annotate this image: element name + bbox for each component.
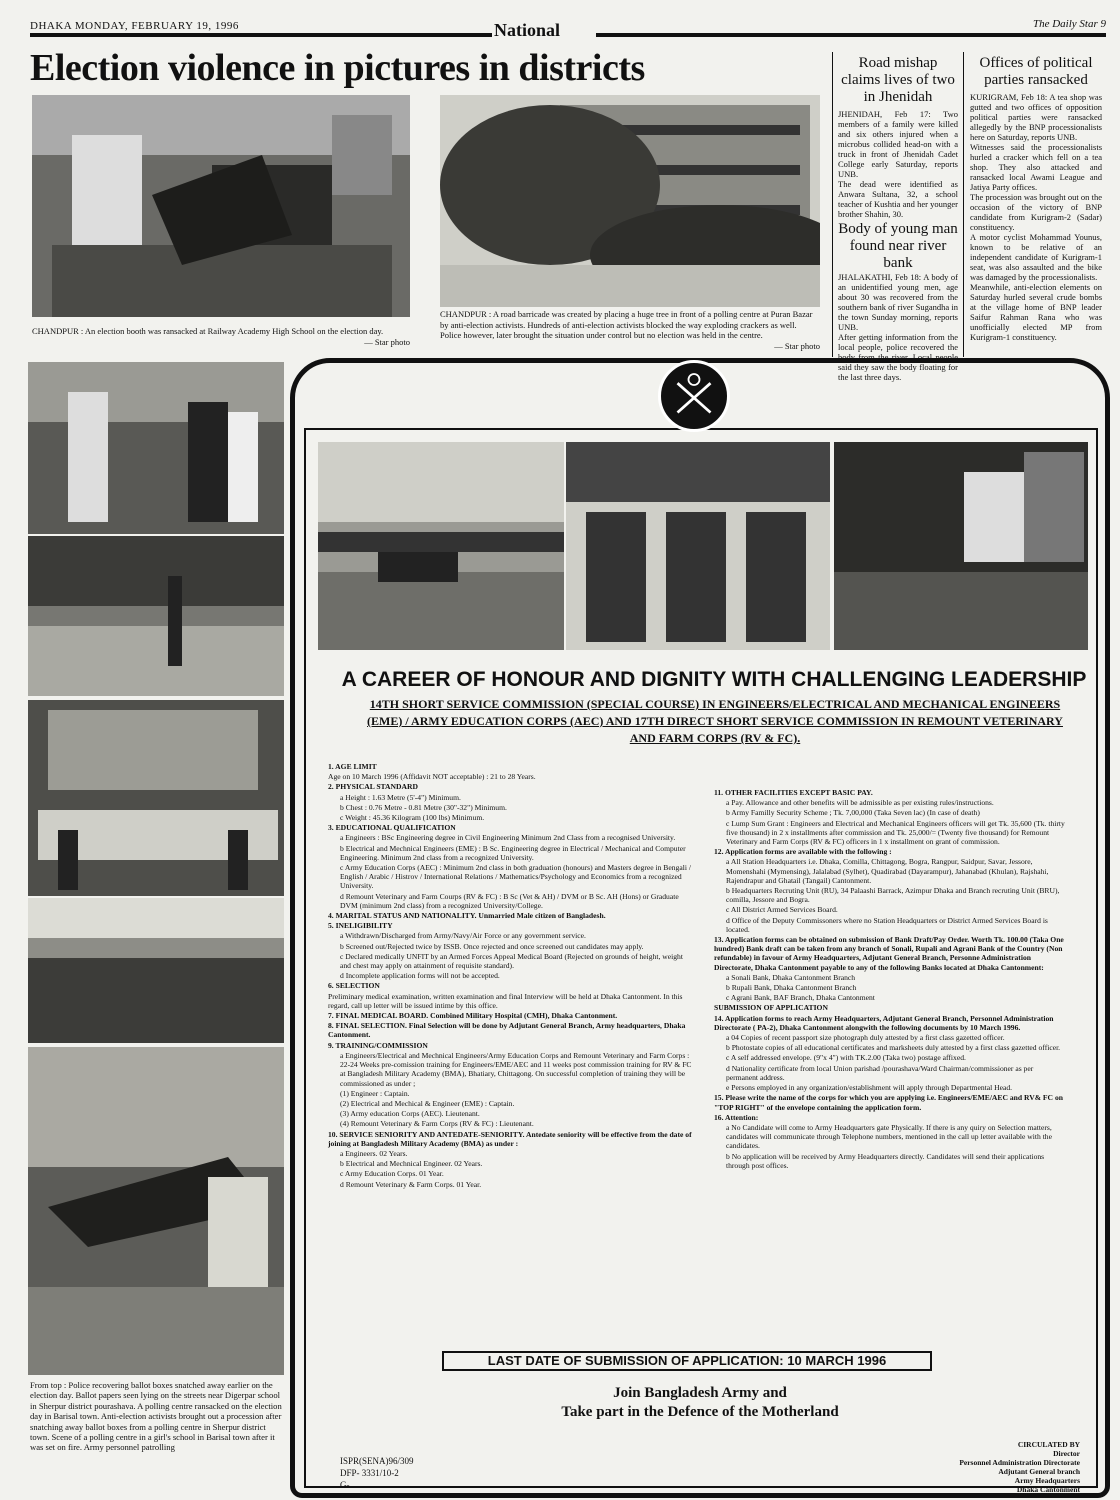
last-date-banner: LAST DATE OF SUBMISSION OF APPLICATION: 10 MARCH 1996 <box>442 1351 932 1371</box>
ad-clause: 14. Application forms to reach Army Headquarters, Adjutant General Branch, Personnel Administration Directorate ( PA-2), Dhaka Cantonment alongwith the following documents by 10 March 1996. <box>714 1013 1054 1032</box>
ad-clause: 13. Application forms can be obtained on submission of Bank Draft/Pay Order. Worth Tk. 100.00 (Taka One hundred) Bank draft can be taken from any branch of Sonali, Rupali and Agrani Bank of the Country (Non refundable) in favour of Army Headquarters, Adjutant General Branch, Personne Administration Directorate, Dhaka Cantonment payable to any of the following Banks located at Dhaka Cantonment: <box>714 935 1064 972</box>
photo-road-barricade <box>440 95 820 307</box>
circulated-line: Personnel Administration Directorate <box>959 1458 1080 1467</box>
ad-clause: 10. SERVICE SENIORITY AND ANTEDATE-SENIORITY. Antedate seniority will be effective from the date of joining at Bangladesh Military Academy (BMA) as under : <box>328 1129 692 1148</box>
ad-clause: SUBMISSION OF APPLICATION <box>714 1003 828 1013</box>
ad-left-column <box>328 762 694 1190</box>
ad-clause: b Army Familly Security Scheme ; Tk. 7,00,000 (Taka Seven lac) (In case of death) <box>726 808 980 818</box>
ad-photo-parade <box>566 442 830 650</box>
ad-clause: Preliminary medical examination, written examination and final Interview will be held at Dhaka Cantonment. In this regard, call up letter will be issued intime by this office. <box>328 991 683 1010</box>
ad-clause: 5. INELIGIBILITY <box>328 921 393 931</box>
ad-clause: 4. MARITAL STATUS AND NATIONALITY. Unmarried Male citizen of Bangladesh. <box>328 911 606 921</box>
photo-booth-ransacked <box>32 95 410 317</box>
code-line: ISPR(SENA)96/309 <box>340 1456 414 1466</box>
story-headline: Body of young man found near river bank <box>838 221 958 271</box>
ad-clause: a Engineers. 02 Years. <box>340 1148 408 1158</box>
ad-clause: d Remount Veterinary & Farm Corps. 01 Year. <box>340 1179 482 1189</box>
ad-clause: (3) Army education Corps (AEC). Lieutenant. <box>340 1109 480 1119</box>
column-rule-1 <box>832 52 833 357</box>
ad-clause: a Engineers : BSc Engineering degree in Civil Engineering Minimum 2nd Class from a recognised University. <box>340 833 676 843</box>
story-body: JHENIDAH, Feb 17: Two members of a family were killed and six others injured when a microbus collided head-on with a truck in front of Jhenidah Cadet College early Saturday, reports UNB. <box>838 109 958 179</box>
ad-clause: a 04 Copies of recent passport size photograph duly attested by a first class gazetted officer. <box>726 1033 1005 1043</box>
ad-clause: a Sonali Bank, Dhaka Cantonment Branch <box>726 972 856 982</box>
ad-clause: d Office of the Deputy Commissoners where no Station Headquarters or District Armed Services Board is located. <box>726 915 1048 934</box>
join-line-2: Take part in the Defence of the Motherland <box>561 1404 839 1420</box>
story-body: KURIGRAM, Feb 18: A tea shop was gutted and two offices of opposition political parties were ransacked allegedly by the BNP processionalists here on Saturday, reports UNB. <box>970 92 1102 142</box>
ad-clause: c Lump Sum Grant : Engineers and Electrical and Mechanical Engineers officers will get Tk. 35,600 (Tk. thirty five thousand) in 2 x installments after commission and Tk. 25,000/= (Twenty five thousand) for Remount Veterinary and Farm Corps (RV & FC) officers in 1 x installment on grant of commission. <box>726 818 1065 847</box>
ad-clause: b Electrical and Mechnical Engineer. 02 Years. <box>340 1159 483 1169</box>
circulated-line: Dhaka Cantonment <box>1016 1485 1080 1494</box>
ispr-code <box>340 1455 414 1491</box>
ad-clause: a Engineers/Electrical and Mechnical Engineers/Army Education Corps and Remount Veterinary and Farm Corps : 22-24 Weeks pre-comission training for Engineers/EME/AEC and 11 weeks post commission training for RV & FC at Bangladesh Military Academy (BMA), Bhatiary, Chittagong. On successful completion of training they will be commissioned as under ; <box>340 1050 692 1088</box>
ad-clause: b No application will be received by Army Headquarters directly. Candidates will send their applications through post offices. <box>726 1151 1045 1170</box>
ad-clause: a Height : 1.63 Metre (5'-4") Minimum. <box>340 792 461 802</box>
ad-clause: 15. Please write the name of the corps for which you are applying i.e. Engineers/EME/AEC and RV& FC on "TOP RIGHT" of the envelope containing the application form. <box>714 1093 1063 1112</box>
header-rule-right <box>596 33 1106 37</box>
ad-clause: e Persons employed in any organization/establishment will apply through Departmental Head. <box>726 1083 1013 1093</box>
column-rule-2 <box>963 52 964 357</box>
ad-clause: 8. FINAL SELECTION. Final Selection will be done by Adjutant General Branch, Army headquarters, Dhaka Cantonment. <box>328 1021 686 1040</box>
ad-clause: b Headquarters Recruting Unit (RU), 34 Palaashi Barrack, Azimpur Dhaka and Branch recruting Unit (BRU), comilla, Jessore and Bogra. <box>726 886 1060 905</box>
photo-polling-centre-ransacked <box>28 700 284 896</box>
story-headline: Road mishap claims lives of two in Jhenidah <box>841 55 955 105</box>
ad-clause: b Photostate copies of all educational certificates and marksheets duly attested by a first class gazetted officer. <box>726 1043 1061 1053</box>
ad-clause: 9. TRAINING/COMMISSION <box>328 1040 428 1050</box>
photo-school-fire <box>28 1047 284 1375</box>
join-slogan <box>440 1384 960 1422</box>
ad-clause: a Pay. Allowance and other benefits will be admissible as per existing rules/instructions. <box>726 798 994 808</box>
ad-title: A CAREER OF HONOUR AND DIGNITY WITH CHALLENGING LEADERSHIP <box>341 668 1087 691</box>
ad-clause: (2) Electrical and Mechical & Engineer (EME) : Captain. <box>340 1098 515 1108</box>
army-emblem-icon <box>658 360 730 432</box>
code-line: G- <box>340 1480 350 1490</box>
photo-ballot-papers-street <box>28 536 284 696</box>
story-body: The dead were identified as Anwara Sultana, 32, a school teacher of Kushtia and her younger brother Shahin, 30. <box>838 179 958 219</box>
story-body: JHALAKATHI, Feb 18: A body of an unidentified young men, age about 30 was recovered from the southern bank of river Sugandha in the town Sunday morning, reports UNB. <box>838 272 958 332</box>
circulated-line: CIRCULATED BY <box>1017 1440 1080 1449</box>
ad-clause: b Electrical and Mechnical Engineers (EME) : B Sc. Engineering degree in Electrical / Mechanical and Computer Engineering. Minimum 2nd class from a recognized University. <box>340 843 686 862</box>
ad-clause: 1. AGE LIMIT <box>328 762 377 771</box>
ad-clause: c A self addressed envelope. (9"x 4") with TK.2.00 (Taka two) postage affixed. <box>726 1053 966 1063</box>
dateline: DHAKA MONDAY, FEBRUARY 19, 1996 <box>30 20 239 32</box>
ad-clause: 6. SELECTION <box>328 981 380 991</box>
story-body: Witnesses said the processionalists hurled a cracker which fell on a tea shop. They also attacked and ransacked local Awami League and Jatiya Party offices. <box>970 142 1102 192</box>
ad-clause: 2. PHYSICAL STANDARD <box>328 782 418 792</box>
ad-clause: c Declared medically UNFIT by an Armed Forces Appeal Medical Board (Rejected on grounds of height, weight and chest may apply on attainment of requisite standard). <box>340 951 683 971</box>
photo1-credit: — Star photo <box>364 336 410 347</box>
ad-clause: b Rupali Bank, Dhaka Cantonment Branch <box>726 983 857 993</box>
ad-clause: (1) Engineer : Captain. <box>340 1088 410 1098</box>
photo1-caption: CHANDPUR : An election booth was ransacked at Railway Academy High School on the election day. — Star photo <box>32 326 410 347</box>
ad-clause: 7. FINAL MEDICAL BOARD. Combined Military Hospital (CMH), Dhaka Cantonment. <box>328 1011 618 1021</box>
photo2-caption: CHANDPUR : A road barricade was created by placing a huge tree in front of a polling centre at Puran Bazar by anti-election activists. Hundreds of anti-election activists blocked the way exploding crackers as well. Police however, later brought the situation under control but no election was held in the centre. — Star photo <box>440 309 820 351</box>
story-body: The procession was brought out on the occasion of the victory of BNP candidate from Kurigram-2 (Sadar) constituency. <box>970 192 1102 232</box>
section-title: National <box>494 20 561 40</box>
ad-clause: a Withdrawn/Discharged from Army/Navy/Air Force or any government service. <box>340 931 586 941</box>
ad-clause: c Army Education Corps (AEC) : Minimum 2nd class in both graduation (honours) and Masters degree in Bengali / English / Arabic / Histrov / International Relations / Mathematics/Psychology and Economics from a recognized University. <box>340 863 691 891</box>
photo2-credit: — Star photo <box>774 340 820 351</box>
ad-photo-engineers <box>834 442 1088 650</box>
left-photos-caption: From top : Police recovering ballot boxes snatched away earlier on the election day. Ballot papers seen lying on the streets near Digerpar school in Sherpur district pourashava. A polling centre ransacked on the election day in Barisal town. Anti-election activists brought out a procession after snatching away ballot boxes from a polling centre in Sherpur district town. Scene of a polling centre in a girl's school in Barisal town after it was set on fire. Army personnel patrolling <box>30 1380 282 1453</box>
photo-procession <box>28 898 284 1043</box>
ad-clause: c Agrani Bank, BAF Branch, Dhaka Cantonment <box>726 993 875 1003</box>
headline: Election violence in pictures in districts <box>30 47 645 89</box>
ad-clause: 12. Application forms are available with the following : <box>714 847 892 857</box>
ad-clause: Age on 10 March 1996 (Affidavit NOT acceptable) : 21 to 28 Years. <box>328 772 536 782</box>
story-road-mishap <box>838 55 958 382</box>
ad-clause: a No Candidate will come to Army Headquarters gate Physically. If there is any quiry on Selection matters, candidates will communicate through Telephone numbers, mentioned in the call up letter available with the candidates. <box>726 1122 1052 1151</box>
ad-clause: c Army Education Corps. 01 Year. <box>340 1169 444 1179</box>
ad-clause: c All District Armed Services Board. <box>726 905 838 915</box>
ad-clause: 16. Attention: <box>714 1112 759 1122</box>
ad-photo-vehicle <box>318 442 564 650</box>
code-line: DFP- 3331/10-2 <box>340 1468 399 1478</box>
join-line-1: Join Bangladesh Army and <box>613 1385 787 1401</box>
circulated-line: Adjutant General branch <box>998 1467 1080 1476</box>
circulated-line: Director <box>1053 1449 1080 1458</box>
ad-subtitle: 14TH SHORT SERVICE COMMISSION (SPECIAL COURSE) IN ENGINEERS/ELECTRICAL AND MECHANICAL ENGINEERS (EME) / ARMY EDUCATION CORPS (AEC) AND 17TH DIRECT SHORT SERVICE COMMISSION IN REMOUNT VETERINARY AND FARM CORPS (RV & FC). <box>367 697 1063 745</box>
header-rule-left <box>30 33 492 37</box>
story-offices-ransacked <box>970 55 1102 342</box>
ad-clause: 3. EDUCATIONAL QUALIFICATION <box>328 823 456 833</box>
story-body: A motor cyclist Mohammad Younus, known to be relative of an independent candidate of Kurigram-1 seat, was also assaulted and the bike was damaged by the processionalists. <box>970 232 1102 282</box>
ad-clause: a All Station Headquarters i.e. Dhaka, Comilla, Chittagong, Bogra, Rangpur, Saidpur, Savar, Jessore, Momenshahi (Mymensing), Jalalabad (Sylhet), Quadirabad (Dayarampur), Jahanabad (Khulan), Rajshahi, Rajendrapur and Ghatail (Tangail) Cantonment. <box>726 857 1049 885</box>
circulated-by <box>950 1440 1080 1494</box>
ad-clause: c Weight : 45.36 Kilogram (100 lbs) Minimum. <box>340 813 485 823</box>
ad-clause: b Chest : 0.76 Metre - 0.81 Metre (30"-32") Minimum. <box>340 802 507 812</box>
photo-ballot-boxes <box>28 362 284 534</box>
story-body: After getting information from the local people, police recovered the body from the river. Local people said they saw the body floating for the last three days. <box>838 332 958 382</box>
story-headline: Offices of political parties ransacked <box>979 55 1093 88</box>
ad-clause: (4) Remount Veterinary & Farm Corps (RV & FC) : Lieutenant. <box>340 1119 534 1129</box>
ad-clause: d Incomplete application forms will not be accepted. <box>340 971 500 981</box>
ad-clause: 11. OTHER FACILITIES EXCEPT BASIC PAY. <box>714 788 873 797</box>
ad-clause: d Remount Veterinary and Farm Courps (RV & FC) : B Sc (Vet & AH) / DVM or B Sc. AH (Hons) or Graduate DVM (minimum 2nd class) from a recognized University/College. <box>340 891 679 910</box>
circulated-line: Army Headquarters <box>1014 1476 1080 1485</box>
ad-clause: d Nationality certificate from local Union parishad /pourashava/Ward Chairman/commissioner as per permanent address. <box>726 1063 1034 1082</box>
ad-right-column <box>714 788 1066 1171</box>
paper-name: The Daily Star 9 <box>1032 18 1106 30</box>
story-body: Meanwhile, anti-election elements on Saturday hurled several crude bombs at the village home of BNP leader Saifur Rahman Rana who was unofficially elected MP from Kurigram-1 constituency. <box>970 282 1102 342</box>
ad-clause: b Screened out/Rejected twice by ISSB. Once rejected and once screened out candidates may apply. <box>340 941 644 951</box>
